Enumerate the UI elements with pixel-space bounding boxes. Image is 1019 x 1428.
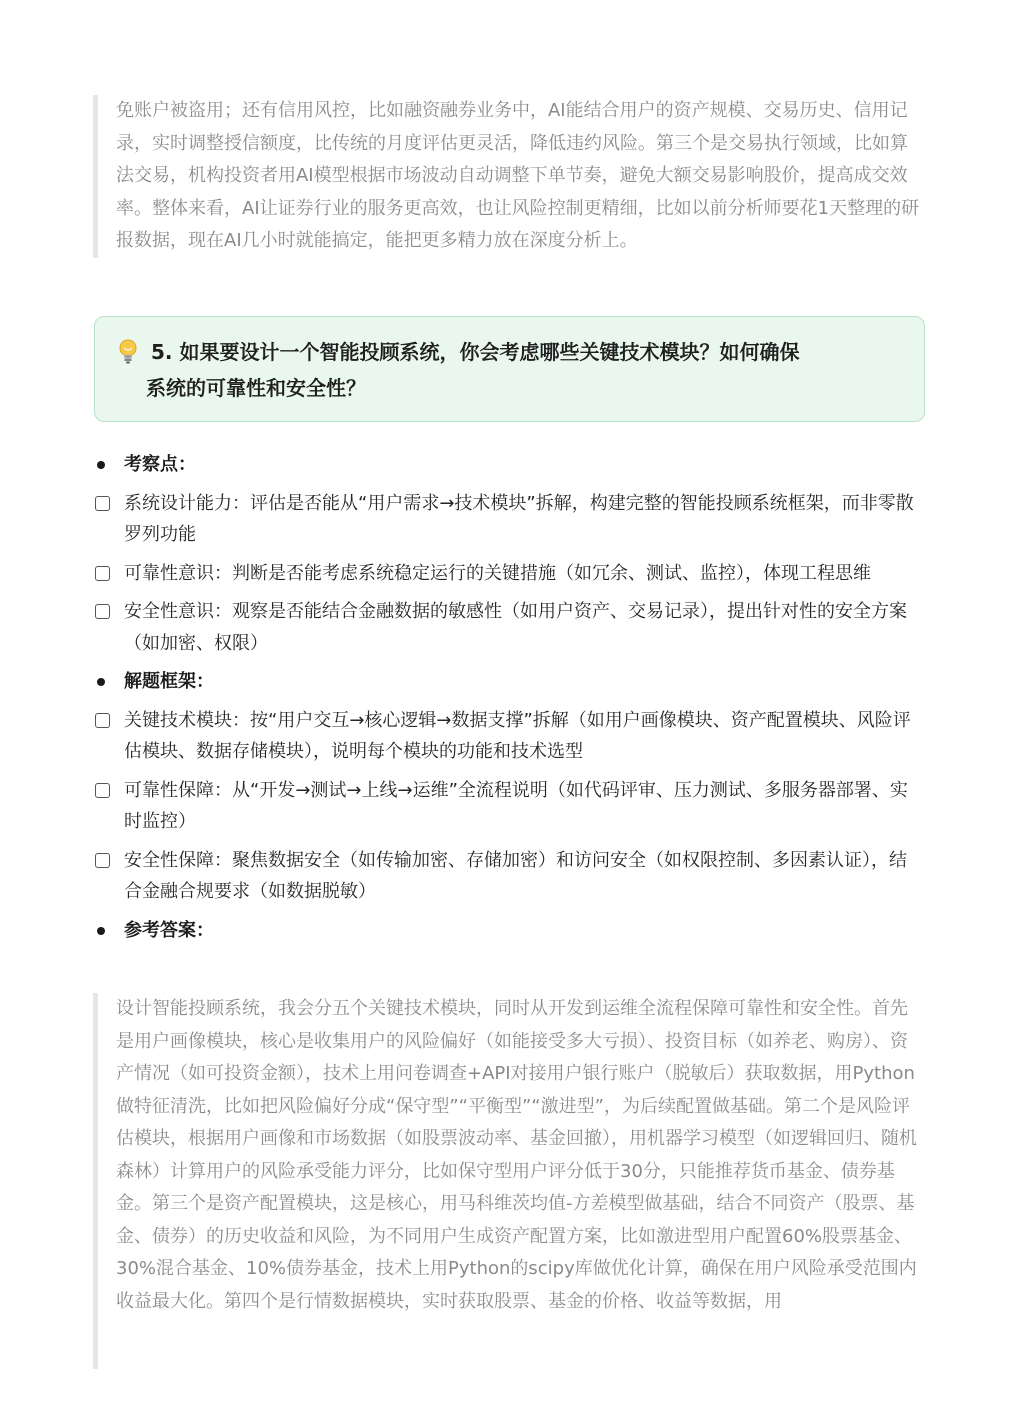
checkbox-icon[interactable] xyxy=(95,496,110,511)
context-quote xyxy=(93,95,925,258)
framework-text: 安全性保障：聚焦数据安全（如传输加密、存储加密）和访问安全（如权限控制、多因素认证），结合金融合规要求（如数据脱敏） xyxy=(124,849,907,902)
answer-outline xyxy=(94,449,924,953)
list-item xyxy=(94,845,924,908)
list-item xyxy=(94,775,924,838)
checkbox-icon[interactable] xyxy=(95,604,110,619)
bullet-icon xyxy=(97,678,105,686)
exam-points-heading xyxy=(94,449,924,481)
framework-text: 可靠性保障：从“开发→测试→上线→运维”全流程说明（如代码评审、压力测试、多服务器部署、实时监控） xyxy=(124,779,908,832)
question-title xyxy=(119,334,904,406)
list-item xyxy=(94,488,924,551)
framework-label: 解题框架： xyxy=(124,671,214,692)
question-line-2: 系统的可靠性和安全性？ xyxy=(146,376,366,400)
context-quote-text: 免账户被盗用；还有信用风控，比如融资融券业务中，AI能结合用户的资产规模、交易历史、信用记录，实时调整授信额度，比传统的月度评估更灵活，降低违约风险。第三个是交易执行领域，比如算法交易，机构投资者用AI模型根据市场波动自动调整下单节奏，避免大额交易影响股价，提高成交效率。整体来看，AI让证券行业的服务更高效，也让风险控制更精细，比如以前分析师要花1天整理的研报数据，现在AI几小时就能搞定，能把更多精力放在深度分析上。 xyxy=(116,100,920,251)
question-line-1: 5. 如果要设计一个智能投顾系统，你会考虑哪些关键技术模块？如何确保 xyxy=(151,340,800,364)
exam-point-text: 系统设计能力：评估是否能从“用户需求→技术模块”拆解，构建完整的智能投顾系统框架，而非零散罗列功能 xyxy=(124,492,914,545)
list-item xyxy=(94,596,924,659)
checkbox-icon[interactable] xyxy=(95,783,110,798)
exam-point-text: 可靠性意识：判断是否能考虑系统稳定运行的关键措施（如冗余、测试、监控），体现工程思维 xyxy=(124,562,871,584)
bullet-icon xyxy=(97,927,105,935)
list-item xyxy=(94,558,924,590)
answer-quote-text: 设计智能投顾系统，我会分五个关键技术模块，同时从开发到运维全流程保障可靠性和安全性。首先是用户画像模块，核心是收集用户的风险偏好（如能接受多大亏损）、投资目标（如养老、购房）、资产情况（如可投资金额），技术上用问卷调查+API对接用户银行账户（脱敏后）获取数据，用Python做特征清洗，比如把风险偏好分成“保守型”“平衡型”“激进型”，为后续配置做基础。第二个是风险评估模块，根据用户画像和市场数据（如股票波动率、基金回撤），用机器学习模型（如逻辑回归、随机森林）计算用户的风险承受能力评分，比如保守型用户评分低于30分，只能推荐货币基金、债券基金。第三个是资产配置模块，这是核心，用马科维茨均值-方差模型做基础，结合不同资产（股票、基金、债券）的历史收益和风险，为不同用户生成资产配置方案，比如激进型用户配置60%股票基金、30%混合基金、10%债券基金，技术上用Python的scipy库做优化计算，确保在用户风险承受范围内收益最大化。第四个是行情数据模块，实时获取股票、基金的价格、收益等数据，用 xyxy=(116,998,917,1312)
answer-label: 参考答案： xyxy=(124,919,214,941)
answer-heading xyxy=(94,915,924,947)
checkbox-icon[interactable] xyxy=(95,853,110,868)
lightbulb-icon xyxy=(118,339,138,365)
bullet-icon xyxy=(97,461,105,469)
answer-quote xyxy=(93,993,925,1369)
framework-text: 关键技术模块：按“用户交互→核心逻辑→数据支撑”拆解（如用户画像模块、资产配置模块、风险评估模块、数据存储模块），说明每个模块的功能和技术选型 xyxy=(124,709,911,762)
framework-heading xyxy=(94,666,924,698)
exam-point-text: 安全性意识：观察是否能结合金融数据的敏感性（如用户资产、交易记录），提出针对性的安全方案（如加密、权限） xyxy=(124,601,907,654)
checkbox-icon[interactable] xyxy=(95,713,110,728)
question-card xyxy=(94,316,925,422)
exam-points-label: 考察点： xyxy=(124,454,196,475)
checkbox-icon[interactable] xyxy=(95,566,110,581)
list-item xyxy=(94,705,924,768)
